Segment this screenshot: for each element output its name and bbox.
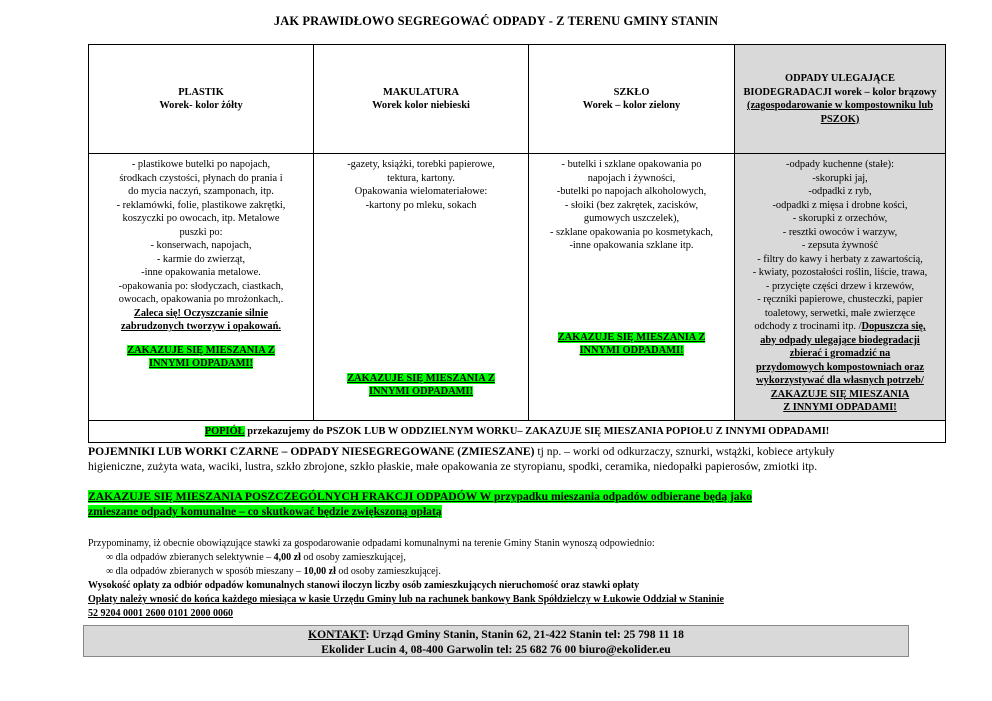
bio-text: odchody z trocinami itp. / [754,321,862,332]
fee-calculation: Wysokość opłaty za odbiór odpadów komunalnych stanowi iloczyn liczby osób zamieszkujących nieruchomość oraz stawki opłaty [88,580,640,592]
ban-line: zmieszane odpady komunalne – co skutkować będzie zwiększoną opłatą [88,505,442,518]
fee-selective [88,551,928,565]
fees-reminder [88,537,928,622]
list-item: koszyczki po owocach, itp. Metalowe [122,213,280,224]
ban-line: ZAKAZUJE SIĘ MIESZANIA Z [347,373,495,384]
list-item: - skorupki z orzechów, [792,213,888,224]
list-item: -odpadki z ryb, [808,186,872,197]
header-plastik [89,45,314,154]
ban-notice [314,372,528,398]
fee-mixed [88,565,928,579]
header-bio [735,45,946,154]
allow-text: wykorzystywać dla własnych potrzeb/ [756,375,924,386]
ban-line: INNYMI ODPADAMI! [369,386,473,397]
waste-table [88,44,946,443]
list-item: -odpady kuchenne (stałe): [786,159,894,170]
contact-line-1 [84,628,908,643]
list-item: Opakowania wielomateriałowe: [354,186,488,197]
list-item: - plastikowe butelki po napojach, [131,159,271,170]
cell-makulatura [314,154,529,421]
list-item: - filtry do kawy i herbaty z zawartością, [757,253,923,265]
list-item: tektura, kartony. [387,172,455,184]
list-item: toaletowy, serwetki, małe zwierzęce [764,307,916,319]
header-subtitle: Worek – kolor zielony [582,100,681,111]
header-subtitle: Worek- kolor żółty [159,100,243,111]
cell-szklo [529,154,735,421]
black-bins-text: tj np. – worki od odkurzaczy, sznurki, wstążki, kobiece artykuły higieniczne, zużyta wata, waciki, lustra, szkło zbrojone, szkło płaskie, małe opakowania ze styropianu, spodki, ceramika, niedopałki papierosów, zmiotki itp. [88,445,835,473]
ban-line: Z INNYMI ODPADAMI! [783,402,897,413]
fee-label: ∞ dla odpadów zbieranych selektywnie – [106,552,274,564]
list-item: - ręczniki papierowe, chusteczki, papier [757,294,923,305]
fee-value: 4,00 zł [273,552,301,564]
cell-bio [735,154,946,421]
ban-line: INNYMI ODPADAMI! [149,358,253,369]
fee-label: ∞ dla odpadów zbieranych w sposób mieszany – [106,566,304,578]
list-item: - karmie do zwierząt, [156,253,246,265]
fractions-ban [88,489,868,519]
header-title: MAKULATURA [382,86,459,98]
popiol-row [89,421,946,443]
list-item: środkach czystości, płynach do prania i [119,172,283,184]
ban-line: ZAKAZUJE SIĘ MIESZANIA POSZCZEGÓLNYCH FRAKCJI ODPADÓW W przypadku mieszania odpadów odbierane będą jako [88,490,752,503]
page-title: JAK PRAWIDŁOWO SEGREGOWAĆ ODPADY - Z TERENU GMINY STANIN [273,14,719,28]
header-szklo [529,45,735,154]
list-item: - reklamówki, folie, plastikowe zakrętki, [116,199,286,211]
header-title: PLASTIK [178,86,224,98]
ban-notice [529,331,734,357]
header-makulatura [314,45,529,154]
header-note: PSZOK) [820,113,860,125]
contact-office: : Urząd Gminy Stanin, Stanin 62, 21-422 Stanin tel: 25 798 11 18 [365,628,684,641]
list-item: - konserwach, napojach, [150,240,252,251]
ban-line: INNYMI ODPADAMI! [579,345,684,356]
ban-line: ZAKAZUJE SIĘ MIESZANIA Z [557,332,706,343]
list-item: - szklane opakowania po kosmetykach, [549,226,714,238]
ban-notice [89,344,313,370]
list-item: -opakowania po: słodyczach, ciastkach, [118,280,284,292]
contact-label: KONTAKT [308,628,366,641]
popiol-notice [89,421,946,443]
list-item: do mycia naczyń, szamponach, itp. [128,186,274,197]
fee-suffix: od osoby zamieszkującej. [335,566,441,578]
list-item: - resztki owoców i warzyw, [782,226,898,238]
recommendation-text: Zaleca się! Oczyszczanie silnie [133,307,269,319]
fees-intro: Przypominamy, iż obecnie obowiązujące stawki za gospodarowanie odpadami komunalnymi na terenie Gminy Stanin wynoszą odpowiednio: [88,538,655,549]
ban-line: ZAKAZUJE SIĘ MIESZANIA Z [127,345,275,356]
makulatura-list [316,158,526,212]
list-item: napojach i żywności, [587,172,676,184]
fee-suffix: od osoby zamieszkującej, [300,552,406,564]
header-subtitle: Worek kolor niebieski [372,100,470,111]
list-item: - kwiaty, pozostałości roślin, liście, trawa, [752,267,928,278]
list-item: -inne opakowania szklane itp. [569,240,694,251]
list-item: owocach, opakowania po mrożonkach,. [118,294,284,305]
allow-text: Dopuszcza się, [861,321,926,332]
allow-text: przydomowych kompostowniach oraz [756,361,924,373]
list-item: - słoiki (bez zakrętek, zacisków, [564,199,699,211]
bio-list [737,158,943,320]
recommendation-text: zabrudzonych tworzyw i opakowań. [121,321,281,332]
list-item: puszki po: [179,226,223,238]
header-subtitle: BIODEGRADACJI worek – kolor brązowy [743,86,937,98]
list-item: -kartony po mleku, sokach [365,199,477,211]
list-item: -gazety, książki, torebki papierowe, [347,159,495,170]
fee-value: 10,00 zł [303,566,336,578]
header-row [89,45,946,154]
header-note: (zagospodarowanie w kompostowniku lub [746,100,934,111]
plastik-list [91,158,311,307]
payment-info: Opłaty należy wnosić do końca każdego miesiąca w kasie Urzędu Gminy lub na rachunek bankowy Bank Spółdzielczy w Łukowie Oddział w Staninie [88,594,724,606]
list-item: - przycięte części drzew i krzewów, [765,280,915,292]
list-item: -inne opakowania metalowe. [141,267,261,278]
contact-box [83,625,909,657]
allow-text: zbierać i gromadzić na [789,348,891,359]
black-bins-paragraph [88,444,868,474]
cell-plastik [89,154,314,421]
popiol-word: POPIÓŁ [204,425,245,437]
popiol-text: przekazujemy do PSZOK LUB W ODDZIELNYM WORKU– ZAKAZUJE SIĘ MIESZANIA POPIOŁU Z INNYMI ODPADAMI! [244,425,830,437]
list-item: - zepsuta żywność [801,240,879,251]
list-item: -butelki po napojach alkoholowych, [556,186,707,197]
list-item: - butelki i szklane opakowania po [561,159,702,170]
black-bins-heading: POJEMNIKI LUB WORKI CZARNE – ODPADY NIESEGREGOWANE (ZMIESZANE) [88,445,535,458]
content-row [89,154,946,421]
list-item: -skorupki jaj, [812,172,868,184]
szklo-list [531,158,732,253]
header-title: ODPADY ULEGAJĄCE [785,73,895,84]
contact-ekolider: Ekolider Lucin 4, 08-400 Garwolin tel: 25 682 76 00 biuro@ekolider.eu [321,642,671,656]
list-item: gumowych uszczelek), [583,213,680,224]
bio-last-line [737,320,943,334]
bank-account: 52 9204 0001 2600 0101 2000 0060 [88,608,233,620]
list-item: -odpadki z mięsa i drobne kości, [772,199,908,211]
header-title: SZKŁO [613,86,650,98]
ban-line: ZAKAZUJE SIĘ MIESZANIA [770,388,910,400]
allow-text: aby odpady ulegające biodegradacji [760,334,920,346]
